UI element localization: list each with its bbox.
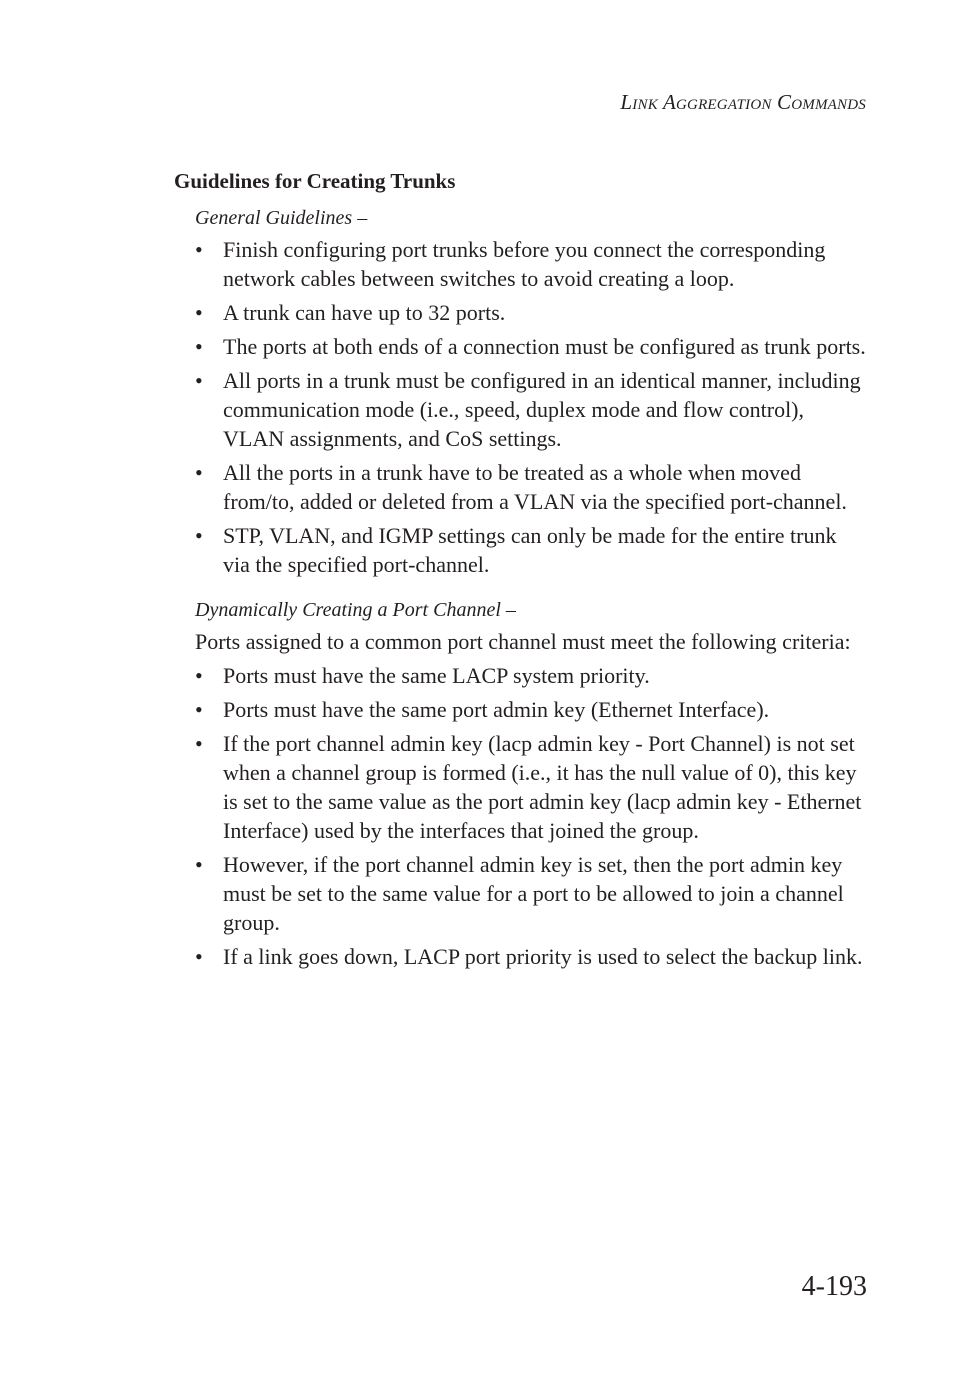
bullet-icon: • — [195, 237, 203, 262]
list-item-text: If the port channel admin key (lacp admin key - Port Channel) is not set when a channel group is formed (i.e., it has the null value of 0), this key is set to the same value as the port admin key (lacp admin key - Ethernet Interface) used by the interfaces that joined the group. — [223, 731, 862, 843]
list-item — [195, 942, 868, 971]
list-item-text: All the ports in a trunk have to be treated as a whole when moved from/to, added or deleted from a VLAN via the specified port-channel. — [223, 460, 847, 514]
dynamic-port-channel-heading: Dynamically Creating a Port Channel – — [195, 599, 516, 621]
bullet-icon: • — [195, 334, 203, 359]
bullet-icon: • — [195, 697, 203, 722]
list-item — [195, 458, 868, 516]
bullet-icon: • — [195, 731, 203, 756]
bullet-icon: • — [195, 663, 203, 688]
list-item-text: The ports at both ends of a connection must be configured as trunk ports. — [223, 334, 866, 359]
bullet-icon: • — [195, 460, 203, 485]
list-item-text: Finish configuring port trunks before you connect the corresponding network cables between switches to avoid creating a loop. — [223, 237, 826, 291]
list-item-text: However, if the port channel admin key is set, then the port admin key must be set to the same value for a port to be allowed to join a channel group. — [223, 852, 844, 935]
list-item — [195, 366, 868, 453]
bullet-icon: • — [195, 523, 203, 548]
general-guidelines-list — [195, 235, 868, 579]
list-item-text: Ports must have the same port admin key (Ethernet Interface). — [223, 697, 770, 722]
list-item — [195, 298, 868, 327]
list-item-text: A trunk can have up to 32 ports. — [223, 300, 506, 325]
spacer — [195, 584, 868, 596]
bullet-icon: • — [195, 944, 203, 969]
page-number: 4-193 — [801, 1271, 867, 1302]
list-item — [195, 332, 868, 361]
bullet-icon: • — [195, 852, 203, 877]
list-item-text: All ports in a trunk must be configured in an identical manner, including communication mode (i.e., speed, duplex mode and flow control), VLAN assignments, and CoS settings. — [223, 368, 861, 451]
dynamic-port-channel-intro: Ports assigned to a common port channel must meet the following criteria: — [195, 629, 851, 654]
bullet-icon: • — [195, 300, 203, 325]
general-guidelines-block — [195, 204, 868, 971]
running-header: Link Aggregation Commands — [620, 90, 866, 114]
list-item — [195, 521, 868, 579]
page-content — [174, 166, 868, 976]
list-item — [195, 850, 868, 937]
list-item — [195, 695, 868, 724]
general-guidelines-heading: General Guidelines – — [195, 207, 368, 229]
section-heading: Guidelines for Creating Trunks — [174, 169, 456, 193]
list-item-text: STP, VLAN, and IGMP settings can only be made for the entire trunk via the specified port-channel. — [223, 523, 837, 577]
dynamic-port-channel-list — [195, 661, 868, 971]
list-item — [195, 729, 868, 845]
list-item — [195, 235, 868, 293]
list-item-text: Ports must have the same LACP system priority. — [223, 663, 650, 688]
list-item — [195, 661, 868, 690]
list-item-text: If a link goes down, LACP port priority is used to select the backup link. — [223, 944, 863, 969]
bullet-icon: • — [195, 368, 203, 393]
